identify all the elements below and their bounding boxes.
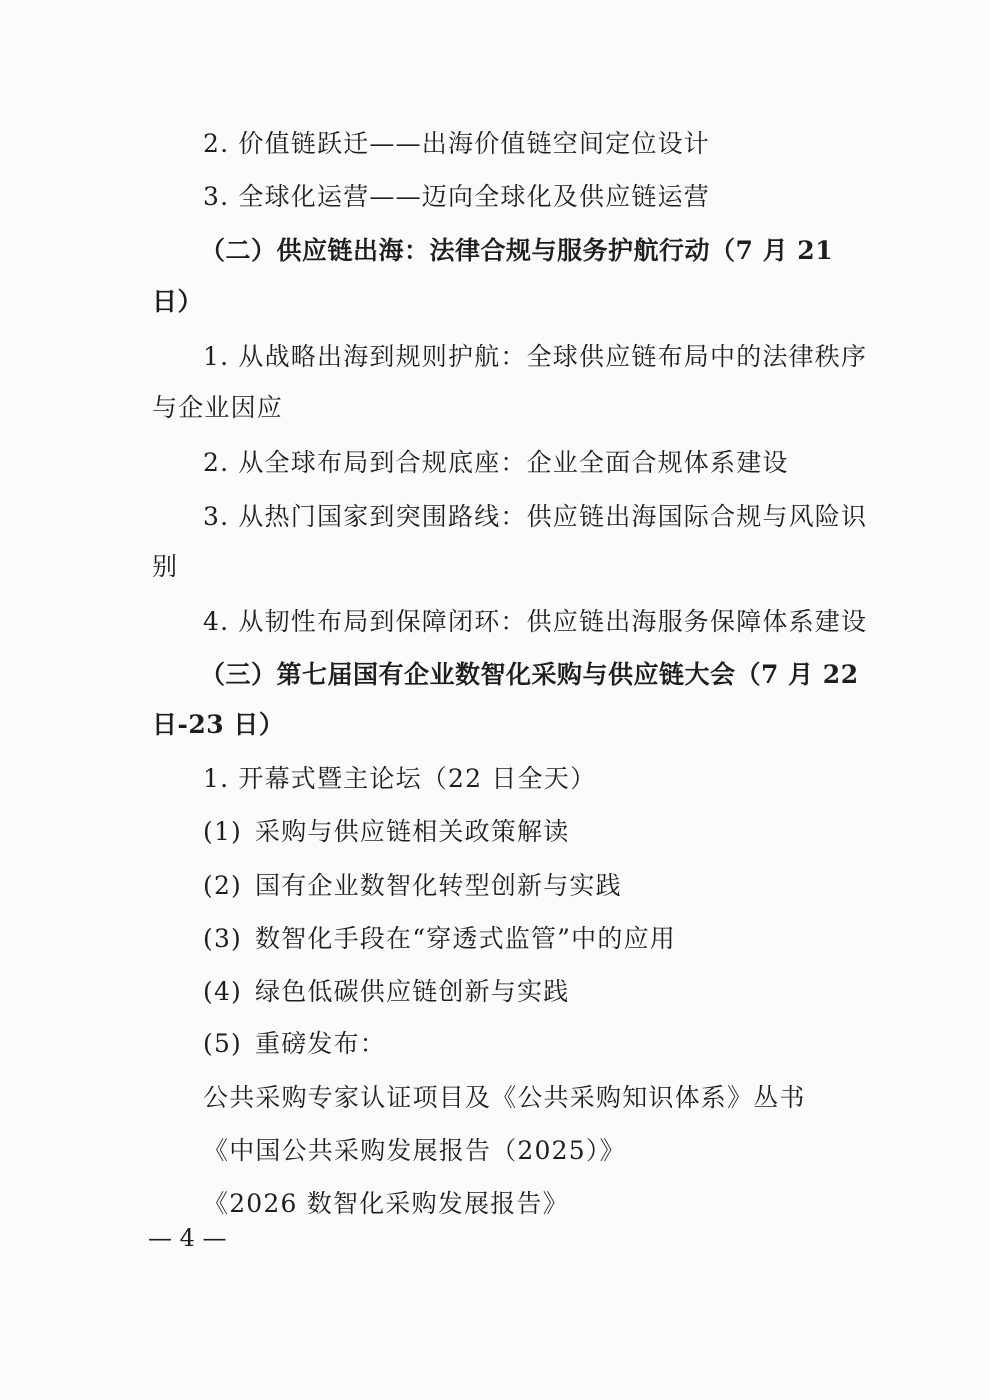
section-heading-3-cont: 日-23 日） xyxy=(152,710,285,739)
release-item-procurement-report: 《中国公共采购发展报告（2025）》 xyxy=(203,1136,626,1165)
sub-item-number: (1) xyxy=(203,817,243,846)
item-hot-countries: 3. 从热门国家到突围路线：供应链出海国际合规与风险识 xyxy=(203,502,868,531)
sub-item-number: (2) xyxy=(203,871,243,900)
section-heading-2-cont: 日） xyxy=(152,287,204,316)
page-number: — 4 — xyxy=(148,1224,227,1252)
item-hot-countries-cont: 别 xyxy=(152,552,179,581)
sub-item xyxy=(203,975,569,1009)
item-resilience-layout: 4. 从韧性布局到保障闭环：供应链出海服务保障体系建设 xyxy=(203,607,868,636)
sub-item-number: (5) xyxy=(203,1029,243,1058)
sub-item xyxy=(203,869,622,903)
sub-item-text: 国有企业数智化转型创新与实践 xyxy=(255,871,622,900)
item-opening-forum: 1. 开幕式暨主论坛（22 日全天） xyxy=(203,764,597,793)
sub-item-text: 绿色低碳供应链创新与实践 xyxy=(255,977,570,1006)
sub-item-text: 采购与供应链相关政策解读 xyxy=(255,817,570,846)
sub-item-text: 数智化手段在“穿透式监管”中的应用 xyxy=(255,924,676,953)
item-strategy-to-rules-cont: 与企业因应 xyxy=(152,393,284,422)
sub-item-number: (4) xyxy=(203,977,243,1006)
section-heading-3: （三）第七届国有企业数智化采购与供应链大会（7 月 22 xyxy=(200,660,859,689)
sub-item xyxy=(203,1027,386,1061)
item-global-layout-compliance: 2. 从全球布局到合规底座：企业全面合规体系建设 xyxy=(203,448,789,477)
item-value-chain-leap: 2. 价值链跃迁——出海价值链空间定位设计 xyxy=(203,129,711,158)
release-item-digital-procurement-report: 《2026 数智化采购发展报告》 xyxy=(203,1189,569,1218)
sub-item-text: 重磅发布： xyxy=(255,1029,387,1058)
sub-item-number: (3) xyxy=(203,924,243,953)
release-item-expert-certification: 公共采购专家认证项目及《公共采购知识体系》丛书 xyxy=(203,1083,806,1112)
section-heading-2: （二）供应链出海：法律合规与服务护航行动（7 月 21 xyxy=(200,236,834,265)
sub-item xyxy=(203,815,569,849)
item-strategy-to-rules: 1. 从战略出海到规则护航：全球供应链布局中的法律秩序 xyxy=(203,342,868,371)
sub-item xyxy=(203,922,676,956)
item-global-operation: 3. 全球化运营——迈向全球化及供应链运营 xyxy=(203,182,711,211)
